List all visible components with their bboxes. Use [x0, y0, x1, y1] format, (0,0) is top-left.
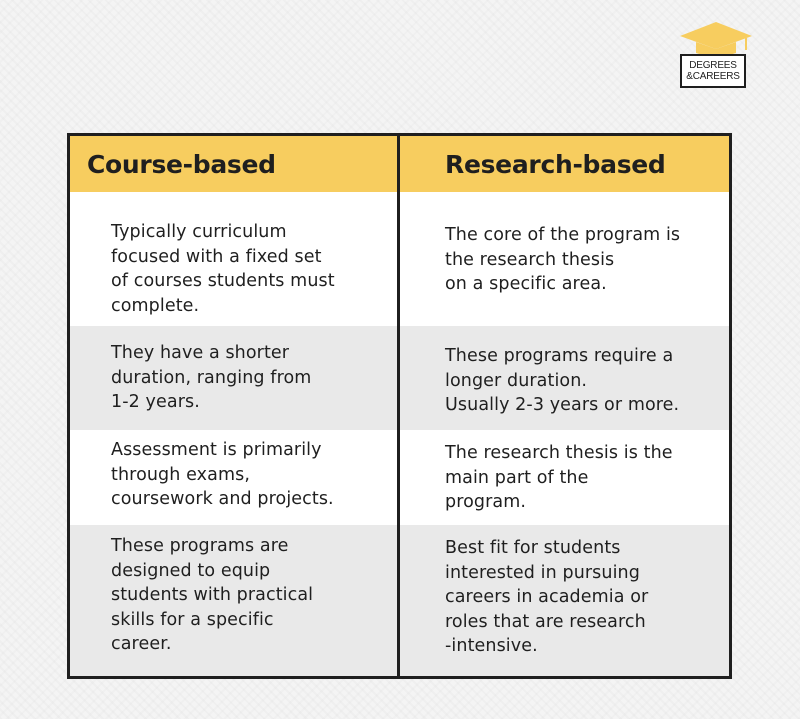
logo-text-careers: &CAREERS: [686, 70, 740, 82]
header-label: Course-based: [87, 149, 276, 179]
logo-text-degrees: DEGREES: [689, 59, 737, 71]
cell-text: The research thesis is the main part of the program.: [445, 443, 673, 512]
cell-text: They have a shorter duration, ranging from 1-2 years.: [111, 343, 312, 412]
header-research-based: [400, 136, 729, 192]
table-cell-research-4: [400, 525, 729, 676]
header-course-based: [70, 136, 400, 192]
cell-text: These programs require a longer duration. Usually 2-3 years or more.: [445, 346, 680, 415]
comparison-table: [67, 133, 732, 679]
table-cell-course-3: [70, 430, 400, 525]
logo-wordmark: [680, 54, 746, 88]
table-cell-research-1: [400, 192, 729, 326]
table-cell-research-2: [400, 326, 729, 430]
degrees-careers-logo: [676, 22, 756, 92]
header-label: Research-based: [445, 149, 666, 179]
table-cell-course-2: [70, 326, 400, 430]
cell-text: Best fit for students interested in pursuing careers in academia or roles that are research -intensive.: [445, 538, 649, 656]
table-cell-research-3: [400, 430, 729, 525]
cell-text: These programs are designed to equip students with practical skills for a specific career.: [111, 536, 314, 654]
cell-text: The core of the program is the research thesis on a specific area.: [445, 225, 681, 294]
graduation-cap-icon: [676, 22, 756, 58]
table-cell-course-4: [70, 525, 400, 676]
table-cell-course-1: [70, 192, 400, 326]
cell-text: Typically curriculum focused with a fixed set of courses students must complete.: [111, 222, 335, 316]
cell-text: Assessment is primarily through exams, coursework and projects.: [111, 440, 334, 509]
